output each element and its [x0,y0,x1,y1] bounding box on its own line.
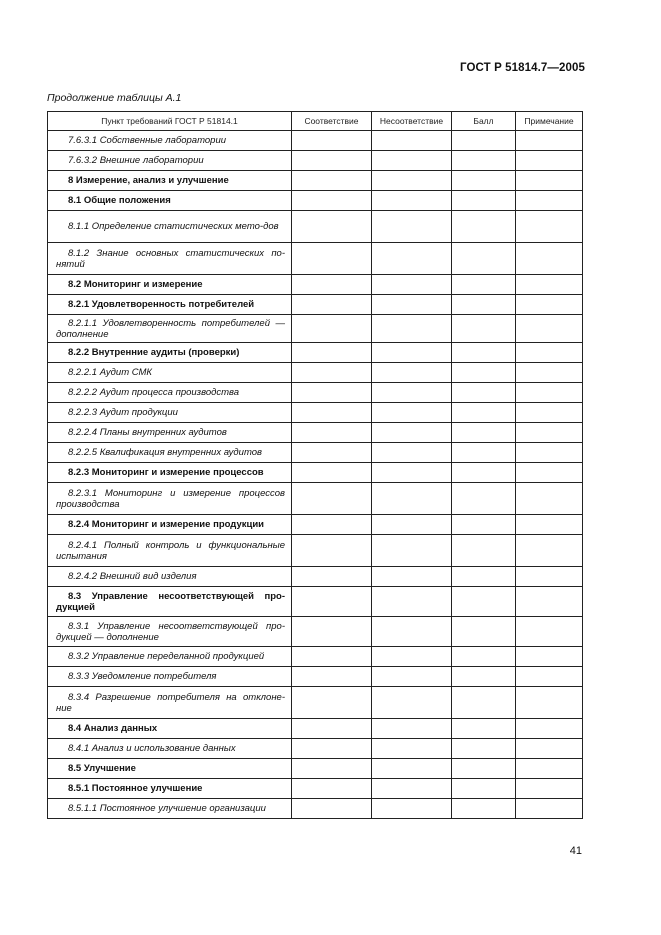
table-row [48,363,583,383]
note-cell [516,799,583,819]
requirement-cell [48,515,292,535]
requirement-label: 8.3.3 Уведомление потребителя [68,671,217,682]
requirement-cell [48,423,292,443]
requirement-label: 8.2.2.1 Аудит СМК [68,367,153,378]
nonconformity-cell [372,315,452,343]
table-row [48,587,583,617]
score-cell [452,171,516,191]
table-row [48,617,583,647]
nonconformity-cell [372,343,452,363]
requirement-label: 8.4 Анализ данных [68,723,158,734]
score-cell [452,443,516,463]
requirement-cell [48,687,292,719]
nonconformity-cell [372,779,452,799]
note-cell [516,515,583,535]
requirement-label: 8.2.2.4 Планы внутренних аудитов [68,427,227,438]
nonconformity-cell [372,383,452,403]
note-cell [516,587,583,617]
column-header-note: Примечание [516,112,583,131]
requirement-label: 8.1.2 Знание основных статистических по-нятий [56,247,285,270]
requirement-label: 7.6.3.2 Внешние лаборатории [68,155,204,166]
note-cell [516,483,583,515]
conformity-cell [292,275,372,295]
score-cell [452,131,516,151]
table-row [48,315,583,343]
table-row [48,567,583,587]
requirement-cell [48,759,292,779]
conformity-cell [292,151,372,171]
requirement-label: 8.2.4 Мониторинг и измерение продукции [68,519,264,530]
document-standard-number: ГОСТ Р 51814.7—2005 [460,62,585,74]
note-cell [516,535,583,567]
score-cell [452,667,516,687]
note-cell [516,295,583,315]
table-row [48,687,583,719]
nonconformity-cell [372,191,452,211]
score-cell [452,617,516,647]
table-row [48,295,583,315]
nonconformity-cell [372,687,452,719]
score-cell [452,363,516,383]
nonconformity-cell [372,403,452,423]
nonconformity-cell [372,211,452,243]
score-cell [452,567,516,587]
requirement-cell [48,443,292,463]
conformity-cell [292,719,372,739]
note-cell [516,211,583,243]
requirement-cell [48,483,292,515]
requirement-label: 8.2.2.5 Квалификация внутренних аудитов [68,447,263,458]
nonconformity-cell [372,295,452,315]
note-cell [516,343,583,363]
requirement-cell [48,463,292,483]
table-row [48,759,583,779]
table-row [48,443,583,463]
note-cell [516,243,583,275]
requirement-label: 8.3.2 Управление переделанной продукцией [68,651,265,662]
requirement-cell [48,211,292,243]
requirement-label: 8.4.1 Анализ и использование данных [68,743,236,754]
conformity-cell [292,363,372,383]
table-row [48,275,583,295]
score-cell [452,647,516,667]
note-cell [516,275,583,295]
note-cell [516,739,583,759]
note-cell [516,423,583,443]
score-cell [452,295,516,315]
nonconformity-cell [372,587,452,617]
requirement-label: 8 Измерение, анализ и улучшение [68,175,229,186]
table-row [48,343,583,363]
requirement-cell [48,587,292,617]
requirement-label: 8.5.1 Постоянное улучшение [68,783,203,794]
requirement-cell [48,617,292,647]
table-row [48,719,583,739]
note-cell [516,779,583,799]
conformity-cell [292,383,372,403]
note-cell [516,463,583,483]
requirement-cell [48,363,292,383]
column-header-score: Балл [452,112,516,131]
nonconformity-cell [372,243,452,275]
score-cell [452,315,516,343]
table-row [48,191,583,211]
table-row [48,243,583,275]
nonconformity-cell [372,567,452,587]
note-cell [516,315,583,343]
note-cell [516,363,583,383]
note-cell [516,151,583,171]
conformity-cell [292,647,372,667]
conformity-cell [292,739,372,759]
table-row [48,647,583,667]
table-body [48,131,583,819]
conformity-cell [292,515,372,535]
requirement-label: 8.3 Управление несоответствующей про-дукцией [56,590,285,613]
nonconformity-cell [372,363,452,383]
note-cell [516,443,583,463]
note-cell [516,687,583,719]
requirement-label: 7.6.3.1 Собственные лаборатории [68,135,227,146]
nonconformity-cell [372,739,452,759]
requirement-cell [48,191,292,211]
score-cell [452,535,516,567]
score-cell [452,739,516,759]
note-cell [516,617,583,647]
requirement-label: 8.2.2.2 Аудит процесса производства [68,387,240,398]
conformity-cell [292,483,372,515]
score-cell [452,191,516,211]
nonconformity-cell [372,423,452,443]
requirement-label: 8.2.4.2 Внешний вид изделия [68,571,197,582]
requirement-label: 8.2.4.1 Полный контроль и функциональные испытания [56,539,285,562]
requirement-cell [48,315,292,343]
requirement-cell [48,383,292,403]
column-header-nonconformity: Несоответствие [372,112,452,131]
requirement-label: 8.2 Мониторинг и измерение [68,279,203,290]
requirements-table [47,111,583,819]
requirement-cell [48,295,292,315]
score-cell [452,243,516,275]
requirement-label: 8.3.1 Управление несоответствующей про-дукцией — дополнение [56,620,285,643]
note-cell [516,191,583,211]
table-row [48,151,583,171]
requirement-label: 8.2.1.1 Удовлетворенность потребителей — дополнение [56,317,285,340]
requirement-label: 8.5.1.1 Постоянное улучшение организации [68,803,266,814]
requirement-cell [48,667,292,687]
conformity-cell [292,211,372,243]
table-row [48,403,583,423]
table-row [48,463,583,483]
requirement-cell [48,243,292,275]
note-cell [516,719,583,739]
requirement-label: 8.2.3.1 Мониторинг и измерение процессов производства [56,487,285,510]
conformity-cell [292,131,372,151]
conformity-cell [292,343,372,363]
score-cell [452,211,516,243]
nonconformity-cell [372,275,452,295]
table-row [48,423,583,443]
table-header-row [48,112,583,131]
table-row [48,171,583,191]
score-cell [452,799,516,819]
page-number: 41 [569,845,582,857]
conformity-cell [292,315,372,343]
requirement-cell [48,779,292,799]
score-cell [452,687,516,719]
requirement-cell [48,275,292,295]
requirement-label: 8.5 Улучшение [68,763,136,774]
conformity-cell [292,295,372,315]
nonconformity-cell [372,719,452,739]
score-cell [452,587,516,617]
requirement-label: 8.2.2 Внутренние аудиты (проверки) [68,347,240,358]
nonconformity-cell [372,151,452,171]
table-row [48,739,583,759]
requirement-cell [48,567,292,587]
conformity-cell [292,779,372,799]
score-cell [452,403,516,423]
table-row [48,131,583,151]
conformity-cell [292,243,372,275]
table-row [48,667,583,687]
nonconformity-cell [372,515,452,535]
score-cell [452,383,516,403]
column-header-conformity: Соответствие [292,112,372,131]
note-cell [516,171,583,191]
conformity-cell [292,799,372,819]
requirement-cell [48,799,292,819]
requirement-label: 8.2.3 Мониторинг и измерение процессов [68,467,264,478]
table-row [48,211,583,243]
requirement-cell [48,719,292,739]
nonconformity-cell [372,483,452,515]
requirement-cell [48,647,292,667]
requirement-label: 8.1.1 Определение статистических мето-дов [68,221,279,232]
requirement-cell [48,171,292,191]
requirement-cell [48,151,292,171]
conformity-cell [292,191,372,211]
column-header-requirement: Пункт требований ГОСТ Р 51814.1 [48,112,292,131]
score-cell [452,275,516,295]
conformity-cell [292,535,372,567]
requirement-label: 8.3.4 Разрешение потребителя на отклоне-ние [56,691,285,714]
conformity-cell [292,423,372,443]
conformity-cell [292,171,372,191]
conformity-cell [292,587,372,617]
conformity-cell [292,403,372,423]
conformity-cell [292,443,372,463]
requirement-label: 8.1 Общие положения [68,195,171,206]
note-cell [516,647,583,667]
nonconformity-cell [372,647,452,667]
note-cell [516,131,583,151]
note-cell [516,759,583,779]
table-row [48,483,583,515]
nonconformity-cell [372,131,452,151]
score-cell [452,423,516,443]
requirement-cell [48,403,292,423]
nonconformity-cell [372,171,452,191]
score-cell [452,483,516,515]
requirement-label: 8.2.1 Удовлетворенность потребителей [68,299,255,310]
nonconformity-cell [372,799,452,819]
requirement-cell [48,739,292,759]
requirement-cell [48,131,292,151]
table-row [48,779,583,799]
note-cell [516,567,583,587]
conformity-cell [292,617,372,647]
score-cell [452,759,516,779]
conformity-cell [292,759,372,779]
table-row [48,535,583,567]
nonconformity-cell [372,535,452,567]
conformity-cell [292,667,372,687]
requirements-table-container [47,111,582,819]
requirement-cell [48,343,292,363]
conformity-cell [292,687,372,719]
score-cell [452,463,516,483]
requirement-cell [48,535,292,567]
score-cell [452,343,516,363]
nonconformity-cell [372,443,452,463]
note-cell [516,667,583,687]
requirement-label: 8.2.2.3 Аудит продукции [68,407,178,418]
note-cell [516,403,583,423]
nonconformity-cell [372,759,452,779]
nonconformity-cell [372,667,452,687]
nonconformity-cell [372,617,452,647]
table-caption: Продолжение таблицы А.1 [47,92,182,104]
score-cell [452,719,516,739]
score-cell [452,151,516,171]
table-row [48,515,583,535]
table-row [48,383,583,403]
conformity-cell [292,463,372,483]
score-cell [452,515,516,535]
nonconformity-cell [372,463,452,483]
score-cell [452,779,516,799]
conformity-cell [292,567,372,587]
note-cell [516,383,583,403]
table-row [48,799,583,819]
